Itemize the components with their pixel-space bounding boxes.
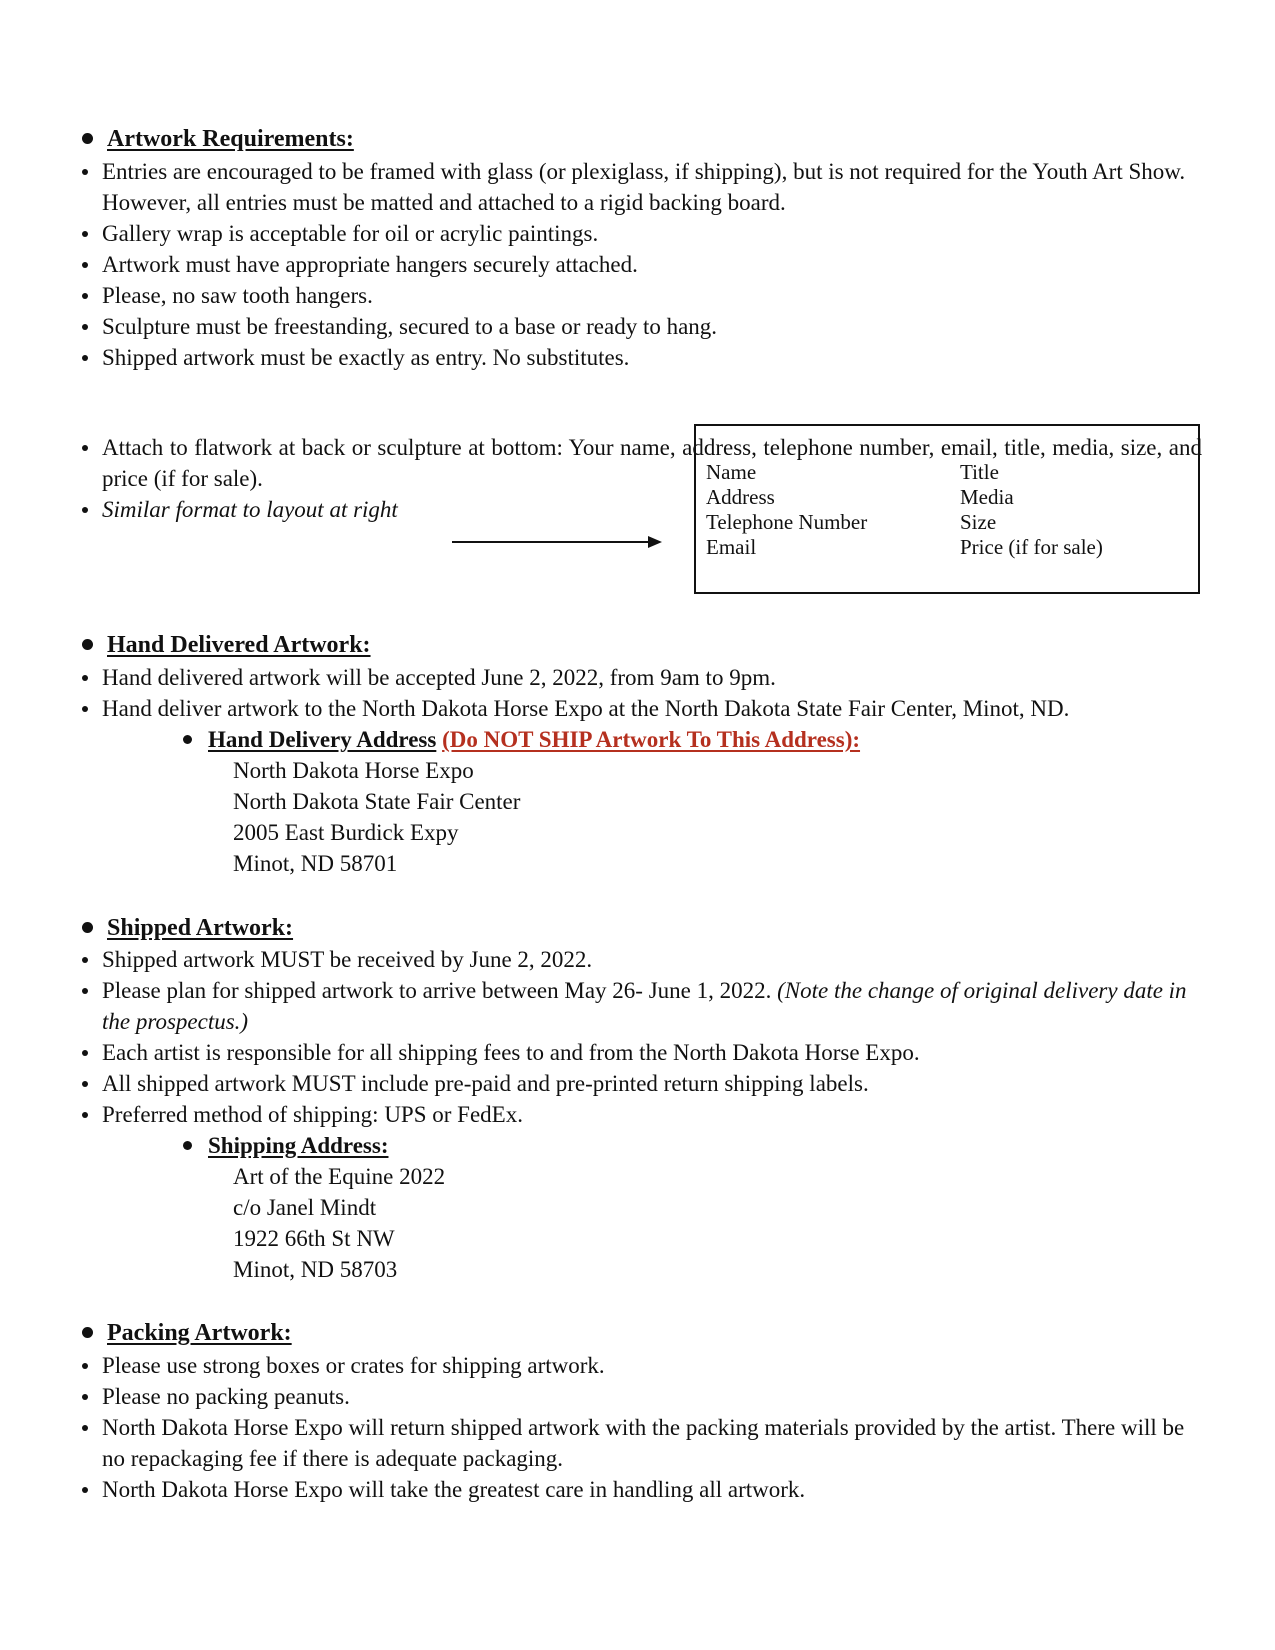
list-item: Hand deliver artwork to the North Dakota Horse Expo at the North Dakota State Fair Center, Minot, ND.: [82, 693, 1202, 724]
shipping-address: [233, 1161, 445, 1285]
label-field: Title: [960, 460, 999, 484]
address-line: North Dakota Horse Expo: [233, 758, 474, 783]
label-right-column: [960, 460, 1103, 560]
bullet-icon: [82, 133, 93, 144]
list-item: Artwork must have appropriate hangers securely attached.: [82, 249, 1202, 280]
bullet-icon: [183, 735, 192, 744]
list-item: Please no packing peanuts.: [82, 1381, 1202, 1412]
list-item: North Dakota Horse Expo will take the greatest care in handling all artwork.: [82, 1474, 1202, 1505]
address-line: Art of the Equine 2022: [233, 1164, 446, 1189]
list-item: Shipped artwork MUST be received by June 2, 2022.: [82, 944, 1202, 975]
hand-delivered-list: [82, 662, 1202, 724]
label-field: Price (if for sale): [960, 535, 1103, 559]
bullet-icon: [82, 1327, 93, 1338]
label-left-column: [706, 460, 867, 560]
shipping-address-heading: Shipping Address:: [183, 1130, 388, 1161]
label-field: Name: [706, 460, 757, 484]
address-line: Minot, ND 58701: [233, 851, 398, 876]
packing-artwork-list: [82, 1350, 1202, 1505]
list-item: Similar format to layout at right: [82, 494, 1202, 525]
artwork-requirements-heading: Artwork Requirements:: [82, 124, 354, 155]
list-item: Gallery wrap is acceptable for oil or acrylic paintings.: [82, 218, 1202, 249]
hand-delivery-address-heading: Hand Delivery Address (Do NOT SHIP Artwork To This Address):: [183, 724, 860, 755]
list-item: Shipped artwork must be exactly as entry. No substitutes.: [82, 342, 1202, 373]
address-line: Minot, ND 58703: [233, 1257, 398, 1282]
bullet-icon: [82, 639, 93, 650]
list-item: Please, no saw tooth hangers.: [82, 280, 1202, 311]
hand-delivery-address: [233, 755, 520, 879]
list-item: North Dakota Horse Expo will return shipped artwork with the packing materials provided by the artist. There will be no repackaging fee if there is adequate packaging.: [82, 1412, 1202, 1474]
list-item: Please use strong boxes or crates for shipping artwork.: [82, 1350, 1202, 1381]
list-item: Please plan for shipped artwork to arrive between May 26- June 1, 2022. (Note the change of original delivery date in the prospectus.): [82, 975, 1202, 1037]
hand-delivered-heading: Hand Delivered Artwork:: [82, 630, 371, 661]
label-field: Size: [960, 510, 997, 534]
list-item: Attach to flatwork at back or sculpture at bottom: Your name, address, telephone number, email, title, media, size, and price (if for sale).: [82, 432, 1202, 494]
address-line: 1922 66th St NW: [233, 1226, 395, 1251]
label-field: Media: [960, 485, 1014, 509]
bullet-icon: [183, 1141, 192, 1150]
label-field: Email: [706, 535, 757, 559]
label-layout-box: [694, 424, 1200, 594]
arrow-right-icon: [452, 532, 662, 552]
list-item: Each artist is responsible for all shipping fees to and from the North Dakota Horse Expo.: [82, 1037, 1202, 1068]
label-field: Telephone Number: [706, 510, 868, 534]
shipped-artwork-heading: Shipped Artwork:: [82, 913, 293, 944]
list-item: All shipped artwork MUST include pre-paid and pre-printed return shipping labels.: [82, 1068, 1202, 1099]
list-item: Entries are encouraged to be framed with glass (or plexiglass, if shipping), but is not required for the Youth Art Show. However, all entries must be matted and attached to a rigid backing board.: [82, 156, 1202, 218]
list-item: Sculpture must be freestanding, secured to a base or ready to hang.: [82, 311, 1202, 342]
address-line: 2005 East Burdick Expy: [233, 820, 459, 845]
address-line: North Dakota State Fair Center: [233, 789, 521, 814]
label-field: Address: [706, 485, 775, 509]
do-not-ship-warning: (Do NOT SHIP Artwork To This Address):: [442, 727, 861, 752]
artwork-requirements-list: [82, 156, 1202, 373]
packing-artwork-heading: Packing Artwork:: [82, 1318, 292, 1349]
shipped-artwork-list: [82, 944, 1202, 1130]
list-item: Preferred method of shipping: UPS or FedEx.: [82, 1099, 1202, 1130]
list-item: Hand delivered artwork will be accepted June 2, 2022, from 9am to 9pm.: [82, 662, 1202, 693]
bullet-icon: [82, 922, 93, 933]
address-line: c/o Janel Mindt: [233, 1195, 377, 1220]
